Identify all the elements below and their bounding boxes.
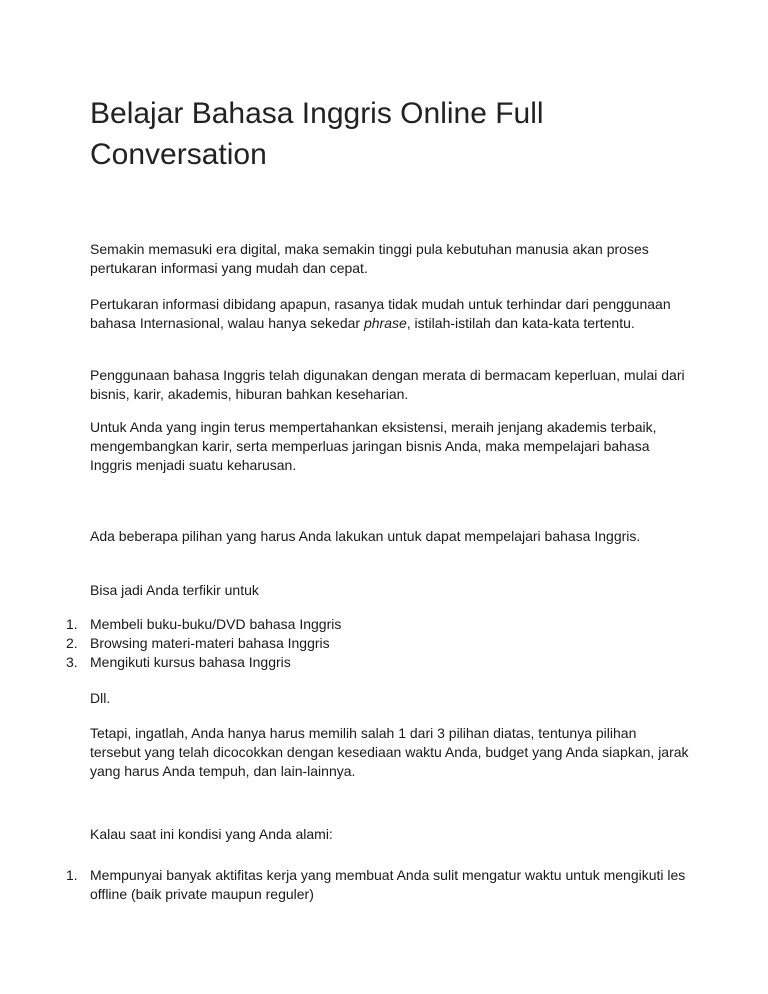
list-item-text: Membeli buku-buku/DVD bahasa Inggris (90, 616, 342, 632)
conditions-list (0, 866, 700, 904)
paragraph-condition-intro: Kalau saat ini kondisi yang Anda alami: (90, 826, 333, 842)
list-item (0, 653, 700, 672)
options-list (0, 615, 700, 672)
paragraph-exchange-italic: phrase (363, 315, 407, 331)
paragraph-exchange-text: Pertukaran informasi dibidang apapun, rasanya tidak mudah untuk terhindar dari penggunaan bahasa Internasional, walau hanya sekedar (90, 296, 671, 331)
paragraph-career: Untuk Anda yang ingin terus mempertahankan eksistensi, meraih jenjang akademis terbaik, mengembangkan karir, serta memperluas jaringan bisnis Anda, maka mempelajari bahasa Inggris menjadi suatu keharusan. (90, 419, 657, 473)
list-item-text: Mempunyai banyak aktifitas kerja yang membuat Anda sulit mengatur waktu untuk mengikuti les offline (baik private maupun reguler) (90, 867, 686, 902)
list-item-number: 1. (66, 867, 78, 883)
document-title: Belajar Bahasa Inggris Online Full Conversation (90, 97, 544, 171)
paragraph-thinking: Bisa jadi Anda terfikir untuk (90, 582, 259, 598)
list-item (0, 615, 700, 634)
paragraph-dll: Dll. (90, 690, 111, 706)
list-item-number: 3. (66, 654, 78, 670)
paragraph-intro: Semakin memasuki era digital, maka semakin tinggi pula kebutuhan manusia akan proses pertukaran informasi yang mudah dan cepat. (90, 241, 649, 276)
paragraph-choose: Tetapi, ingatlah, Anda hanya harus memilih salah 1 dari 3 pilihan diatas, tentunya pilihan tersebut yang telah dicocokkan dengan kesediaan waktu Anda, budget yang Anda siapkan, jarak yang harus Anda tempuh, dan lain-lainnya. (90, 725, 689, 779)
list-item-text: Mengikuti kursus bahasa Inggris (90, 654, 291, 670)
list-item-number: 1. (66, 616, 78, 632)
paragraph-exchange-tail: , istilah-istilah dan kata-kata tertentu. (406, 315, 635, 331)
paragraph-usage: Penggunaan bahasa Inggris telah digunakan dengan merata di bermacam keperluan, mulai dari bisnis, karir, akademis, hiburan bahkan keseharian. (90, 367, 685, 402)
list-item-number: 2. (66, 635, 78, 651)
list-item (0, 866, 700, 904)
list-item (0, 634, 700, 653)
paragraph-options-intro: Ada beberapa pilihan yang harus Anda lakukan untuk dapat mempelajari bahasa Inggris. (90, 528, 641, 544)
paragraph-exchange (90, 295, 690, 333)
list-item-text: Browsing materi-materi bahasa Inggris (90, 635, 330, 651)
